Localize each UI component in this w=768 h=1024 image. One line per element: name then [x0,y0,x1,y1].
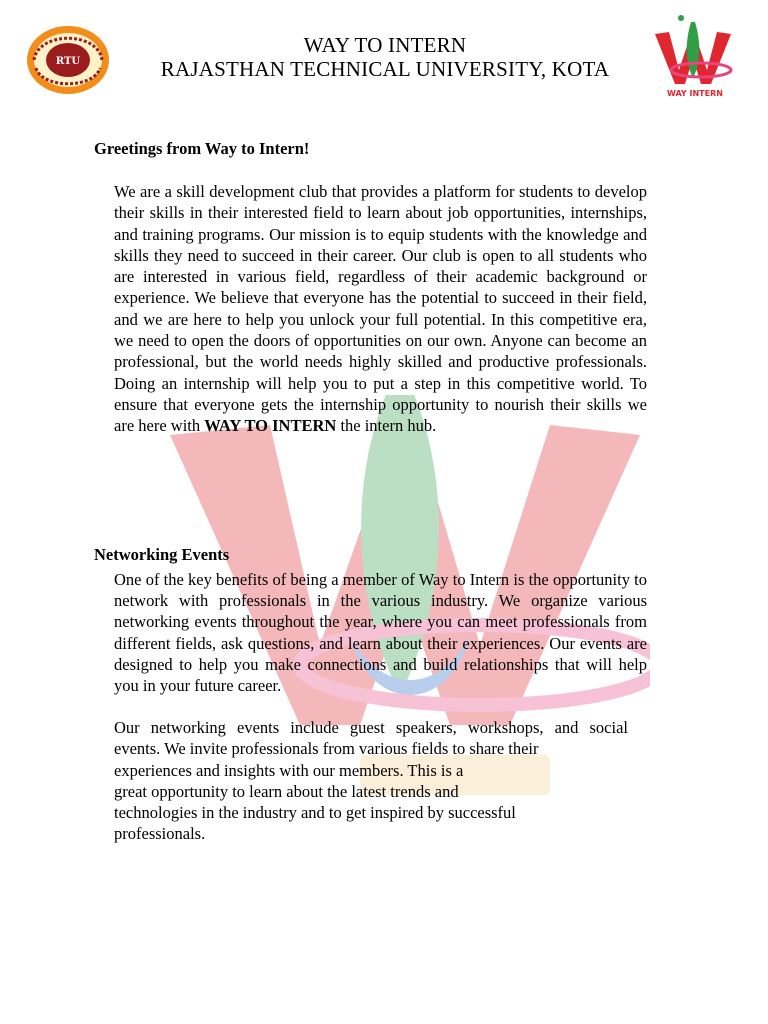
networking-paragraph-2-line: great opportunity to learn about the latest trends and [114,781,459,801]
greeting-heading: Greetings from Way to Intern! [94,139,310,158]
networking-events-heading: Networking Events [94,545,230,564]
header-title-line-1: WAY TO INTERN [303,33,467,57]
svg-text:WAY INTERN: WAY INTERN [667,89,723,98]
networking-paragraph-2-line: Our networking events include guest speakers, workshops, and social [114,718,628,737]
page-header-title [120,33,650,81]
svg-text:RTU: RTU [55,56,81,67]
networking-paragraph-1: One of the key benefits of being a member of Way to Intern is the opportunity to network with professionals in the various industry. We organize various networking events throughout the year, where you can meet professionals from different fields, ask questions, and learn about their experiences. Our events are designed to help you make connections and build relationships that will help you in your future career. [114,570,647,696]
networking-paragraph-2 [114,717,628,845]
header-title-line-2: RAJASTHAN TECHNICAL UNIVERSITY, KOTA [160,57,610,81]
way-to-intern-logo [651,12,733,100]
intro-tail: the intern hub. [336,416,437,436]
networking-paragraph-2-line: technologies in the industry and to get inspired by successful [114,803,516,823]
intro-paragraph [114,181,647,437]
rtu-seal-logo [24,23,112,97]
networking-paragraph-2-line: experiences and insights with our members. This is a [114,760,464,780]
networking-paragraph-2-line: events. We invite professionals from various fields to share their [114,739,539,759]
intro-text: We are a skill development club that provides a platform for students to develop their skills in their interested field to learn about job opportunities, internships, and training programs. Our mission is to equip students with the knowledge and skills they need to succeed in their career. Our club is open to all students who are interested in various field, regardless of their academic background or experience. We believe that everyone has the potential to succeed in their field, and we are here to help you unlock your full potential. In this competitive era, we need to open the doors of opportunities on our own. Anyone can become an professional, but the world needs highly skilled and productive professionals. Doing an internship will help you to put a step in this competitive world. To ensure that everyone gets the internship opportunity to nourish their skills we are here with [114,182,647,436]
brand-name: WAY TO INTERN [204,416,337,436]
networking-paragraph-2-line: professionals. [114,824,206,844]
